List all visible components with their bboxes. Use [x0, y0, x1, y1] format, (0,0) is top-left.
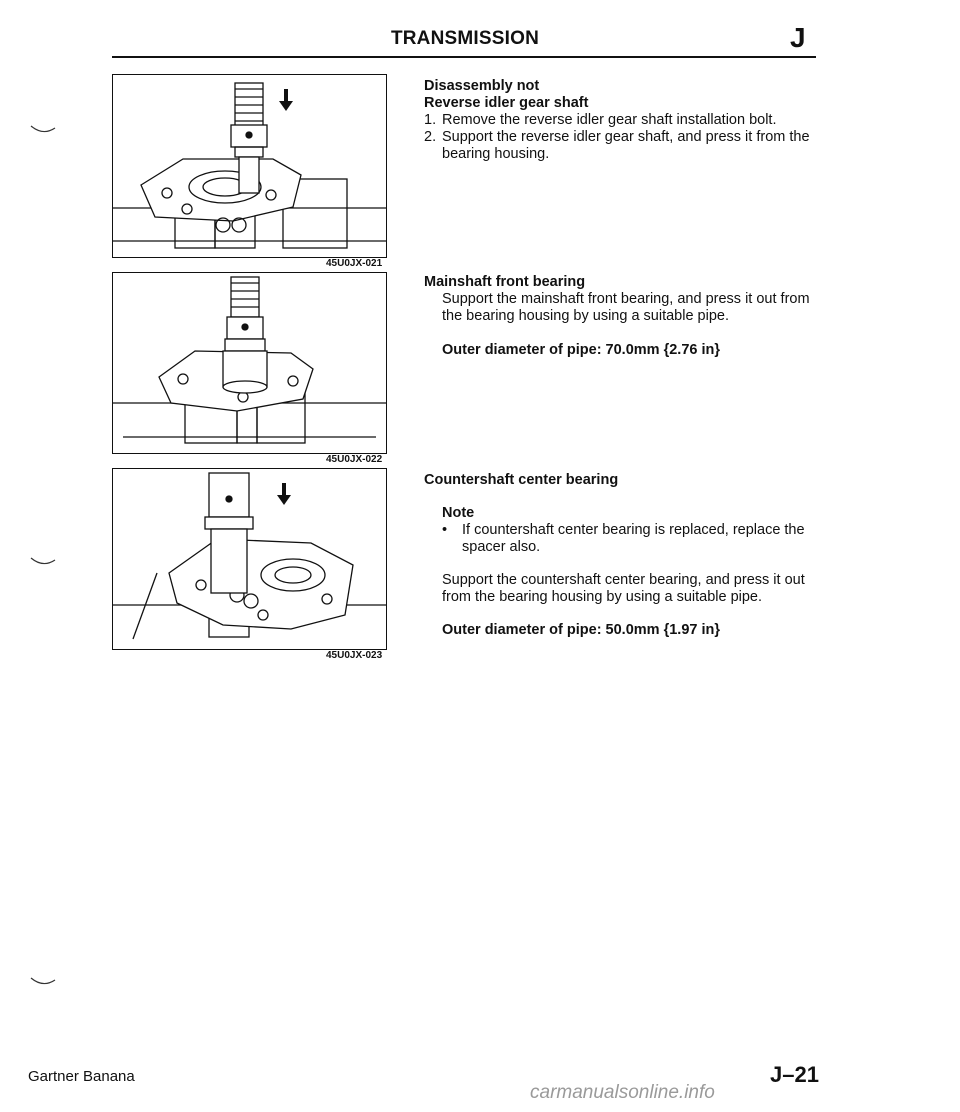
margin-mark	[30, 556, 56, 568]
step-text: Support the reverse idler gear shaft, and press it from the bearing housing.	[442, 129, 810, 162]
section-letter: J	[790, 22, 806, 53]
watermark: carmanualsonline.info	[530, 1082, 715, 1103]
note-item	[424, 522, 824, 556]
figure-2	[112, 272, 387, 454]
note-text: If countershaft center bearing is replaced, replace the spacer also.	[462, 522, 805, 555]
footer-brand: Gartner Banana	[28, 1068, 135, 1085]
margin-mark	[30, 124, 56, 136]
section-disassembly	[424, 78, 824, 163]
press-illustration	[113, 273, 386, 453]
section-heading: Disassembly not	[424, 78, 540, 94]
step-item	[424, 112, 824, 129]
step-list	[424, 112, 824, 163]
figure-code: 45U0JX-023	[326, 650, 383, 661]
figure-3	[112, 468, 387, 650]
press-illustration	[113, 75, 386, 257]
spec-line: Outer diameter of pipe: 70.0mm {2.76 in}	[442, 342, 721, 358]
step-number: 2.	[424, 129, 437, 145]
section-subheading: Reverse idler gear shaft	[424, 95, 589, 111]
figure-code: 45U0JX-022	[326, 454, 383, 465]
margin-mark	[30, 976, 56, 988]
section-body: Support the mainshaft front bearing, and press it out from the bearing housing by using a suitable pipe.	[442, 291, 810, 324]
page-title: TRANSMISSION	[390, 28, 540, 49]
figure-code: 45U0JX-021	[326, 258, 383, 269]
step-text: Remove the reverse idler gear shaft installation bolt.	[442, 112, 777, 128]
note-label: Note	[442, 505, 475, 521]
page-number: J–21	[770, 1062, 819, 1087]
section-body: Support the countershaft center bearing, and press it out from the bearing housing by using a suitable pipe.	[442, 572, 805, 605]
step-number: 1.	[424, 112, 437, 128]
press-illustration	[113, 469, 386, 649]
section-heading: Countershaft center bearing	[424, 472, 619, 488]
section-mainshaft	[424, 274, 824, 359]
figure-1	[112, 74, 387, 258]
spec-line: Outer diameter of pipe: 50.0mm {1.97 in}	[442, 622, 721, 638]
section-countershaft	[424, 472, 824, 639]
section-heading: Mainshaft front bearing	[424, 274, 586, 290]
bullet-icon: •	[442, 522, 448, 538]
step-item	[424, 129, 824, 163]
header-rule	[112, 56, 816, 58]
